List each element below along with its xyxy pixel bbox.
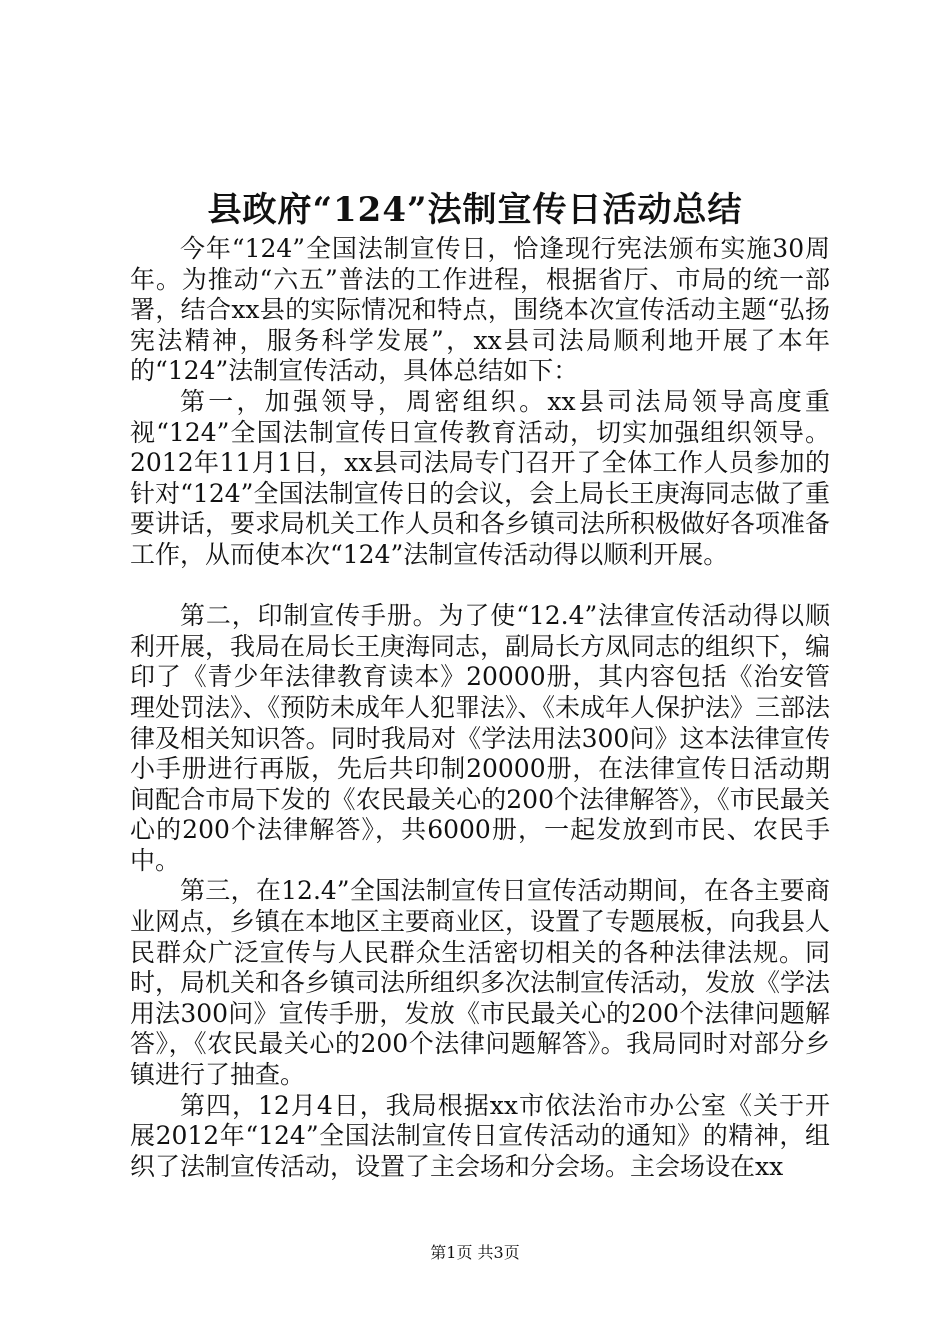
page-footer: 第1页 共3页 bbox=[430, 1243, 520, 1262]
paragraph-third: 第三，在12.4”全国法制宣传日宣传活动期间，在各主要商业网点，乡镇在本地区主要商业区，设置了专题展板，向我县人民群众广泛宣传与人民群众生活密切相关的各种法律法规。同时，局机关和各乡镇司法所组织多次法制宣传活动，发放《学法用法300问》宣传手册，发放《市民最关心的200个法律问题解答》，《农民最关心的200个法律问题解答》。我局同时对部分乡镇进行了抽查。 bbox=[130, 876, 831, 1090]
paragraph-intro: 今年“124”全国法制宣传日，恰逢现行宪法颁布实施30周年。为推动“六五”普法的工作进程，根据省厅、市局的统一部署，结合xx县的实际情况和特点，围绕本次宣传活动主题“弘扬宪法精神，服务科学发展”，xx县司法局顺利地开展了本年的“124”法制宣传活动，具体总结如下： bbox=[130, 234, 830, 386]
paragraph-second: 第二，印制宣传手册。为了使“12.4”法律宣传活动得以顺利开展，我局在局长王庚海同志，副局长方凤同志的组织下，编印了《青少年法律教育读本》20000册，其内容包括《治安管理处罚法》、《预防未成年人犯罪法》、《未成年人保护法》三部法律及相关知识答。同时我局对《学法用法300问》这本法律宣传小手册进行再版，先后共印制20000册，在法律宣传日活动期间配合市局下发的《农民最关心的200个法律解答》，《市民最关心的200个法律解答》，共6000册，一起发放到市民、农民手中。 bbox=[130, 601, 831, 875]
document-body bbox=[130, 234, 830, 1182]
document-title: 县政府“124”法制宣传日活动总结 bbox=[207, 190, 743, 230]
paragraph-first: 第一，加强领导，周密组织。xx县司法局领导高度重视“124”全国法制宣传日宣传教育活动，切实加强组织领导。2012年11月1日，xx县司法局专门召开了全体工作人员参加的针对“124”全国法制宣传日的会议，会上局长王庚海同志做了重要讲话，要求局机关工作人员和各乡镇司法所积极做好各项准备工作，从而使本次“124”法制宣传活动得以顺利开展。 bbox=[130, 386, 831, 569]
paragraph-gap bbox=[130, 571, 830, 602]
paragraph-fourth: 第四，12月4日，我局根据xx市依法治市办公室《关于开展2012年“124”全国法制宣传日宣传活动的通知》的精神，组织了法制宣传活动，设置了主会场和分会场。主会场设在xx bbox=[130, 1090, 830, 1181]
